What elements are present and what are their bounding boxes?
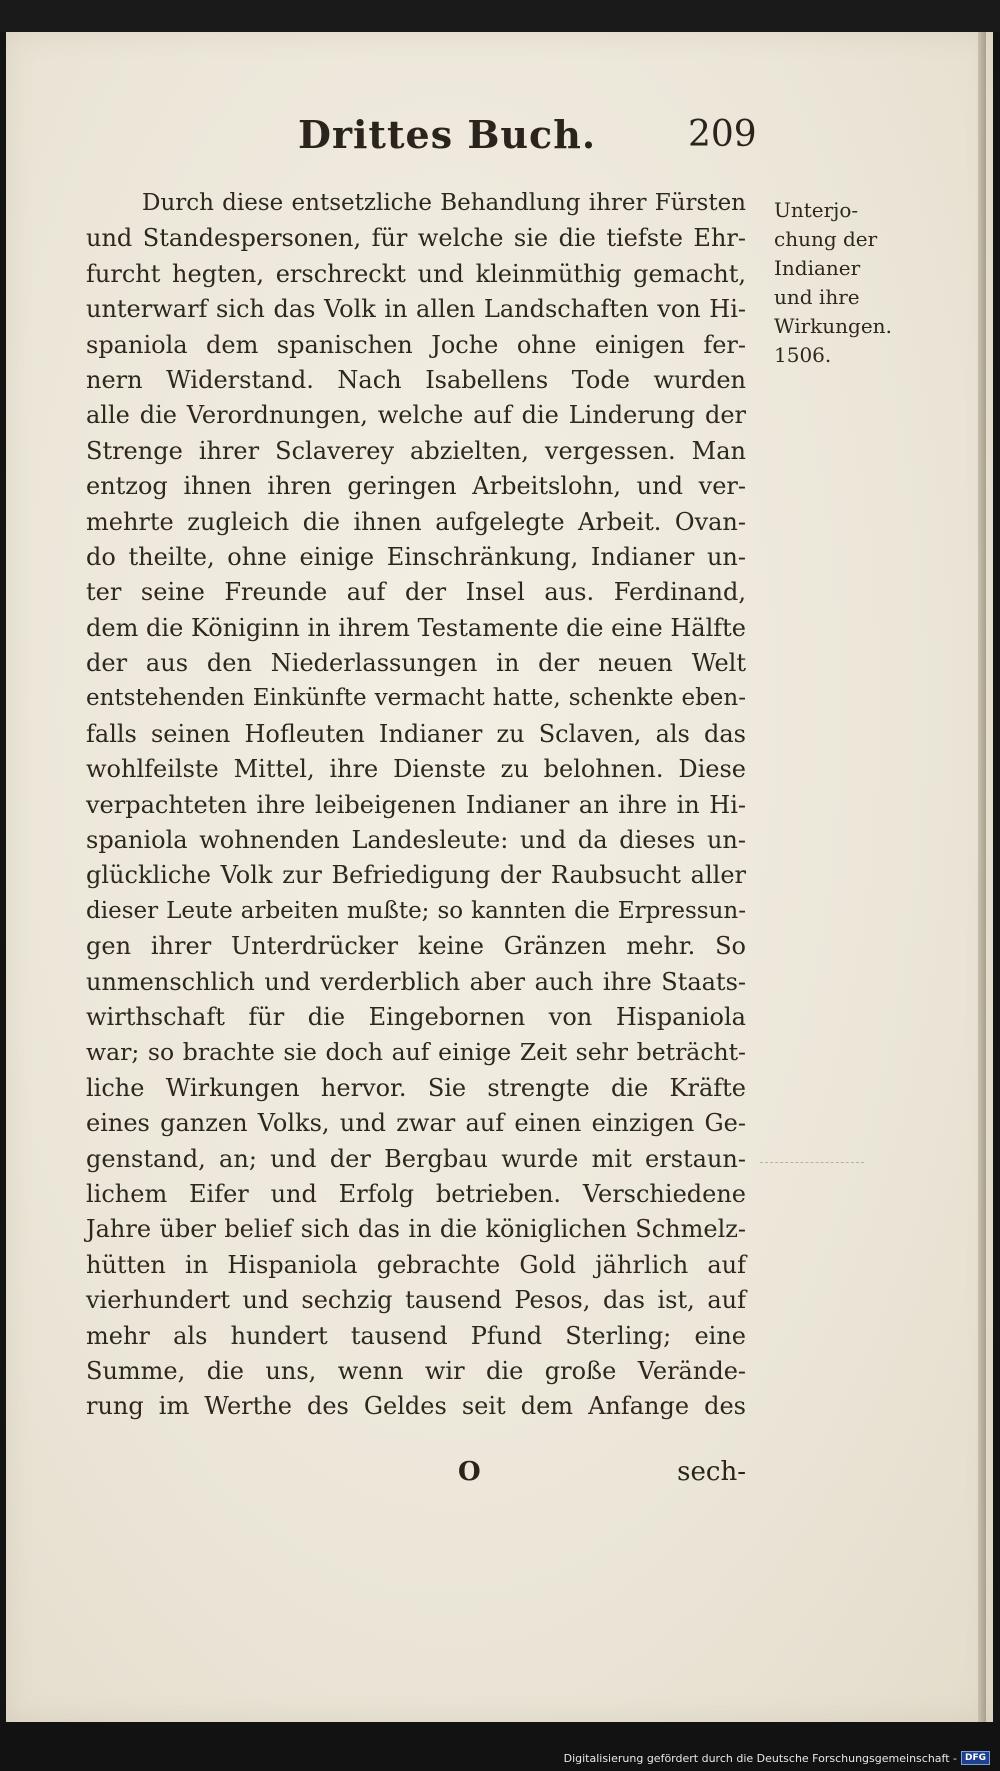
- scan-top-border: [0, 0, 1000, 32]
- text-line: Jahre über belief sich das in die königlichen Schmelz-: [86, 1215, 746, 1244]
- text-line: vierhundert und sechzig tausend Pesos, das ist, auf: [86, 1286, 746, 1315]
- marginal-note: [774, 196, 934, 370]
- catchword: sech-: [677, 1457, 746, 1487]
- marginal-note-line: Indianer: [774, 256, 861, 280]
- text-line: lichem Eifer und Erfolg betrieben. Verschiedene: [86, 1179, 746, 1208]
- text-line: glückliche Volk zur Befriedigung der Raubsucht aller: [86, 861, 746, 890]
- text-line: und Standespersonen, für welche sie die tiefste Ehr-: [86, 224, 746, 253]
- text-line: ter seine Freunde auf der Insel aus. Ferdinand,: [86, 578, 746, 607]
- page-number: 209: [688, 114, 757, 155]
- text-line: eines ganzen Volks, und zwar auf einen einzigen Ge-: [86, 1109, 746, 1138]
- marginal-note-line: chung der: [774, 227, 878, 251]
- text-line: unmenschlich und verderblich aber auch ihre Staats-: [86, 967, 746, 996]
- text-line: nern Widerstand. Nach Isabellens Tode wurden: [86, 365, 746, 394]
- text-line: gen ihrer Unterdrücker keine Gränzen mehr. So: [86, 932, 746, 961]
- text-line: mehrte zugleich die ihnen aufgelegte Arbeit. Ovan-: [86, 507, 746, 536]
- dfg-logo-icon: DFG: [961, 1751, 990, 1765]
- text-line: dieser Leute arbeiten mußte; so kannten die Erpressun-: [86, 897, 746, 924]
- text-line: unterwarf sich das Volk in allen Landschaften von Hi-: [86, 295, 746, 324]
- body-text: [86, 186, 746, 1425]
- credit-text: Digitalisierung gefördert durch die Deutsche Forschungsgemeinschaft -: [563, 1751, 957, 1765]
- text-line: der aus den Niederlassungen in der neuen Welt: [86, 649, 746, 678]
- text-line: dem die Königinn in ihrem Testamente die eine Hälfte: [86, 613, 746, 642]
- margin-pencil-mark: [760, 1162, 864, 1163]
- text-line: alle die Verordnungen, welche auf die Linderung der: [86, 401, 746, 430]
- running-header-title: Drittes Buch.: [298, 112, 597, 157]
- text-line: do theilte, ohne einige Einschränkung, Indianer un-: [86, 542, 746, 571]
- text-line: entstehenden Einkünfte vermacht hatte, schenkte eben-: [86, 685, 746, 712]
- text-line: genstand, an; und der Bergbau wurde mit erstaun-: [86, 1144, 746, 1173]
- text-line: Summe, die uns, wenn wir die große Verände-: [86, 1356, 746, 1385]
- text-line: falls seinen Hofleuten Indianer zu Sclaven, als das: [86, 719, 746, 748]
- text-line: Strenge ihrer Sclaverey abzielten, vergessen. Man: [86, 436, 746, 465]
- marginal-note-line: Wirkungen.: [774, 314, 892, 338]
- text-line: liche Wirkungen hervor. Sie strengte die Kräfte: [86, 1073, 746, 1102]
- text-line: war; so brachte sie doch auf einige Zeit sehr beträcht-: [86, 1038, 746, 1067]
- signature-mark: O: [458, 1457, 481, 1487]
- text-line: spaniola dem spanischen Joche ohne einigen fer-: [86, 330, 746, 359]
- text-line: spaniola wohnenden Landesleute: und da dieses un-: [86, 826, 746, 855]
- text-line: hütten in Hispaniola gebrachte Gold jährlich auf: [86, 1250, 746, 1279]
- text-line: entzog ihnen ihren geringen Arbeitslohn, und ver-: [86, 472, 746, 501]
- page-footer-line: [86, 1457, 746, 1493]
- text-line: Durch diese entsetzliche Behandlung ihrer Fürsten: [142, 190, 746, 216]
- marginal-note-year: 1506.: [774, 343, 832, 367]
- text-line: wohlfeilste Mittel, ihre Dienste zu belohnen. Diese: [86, 755, 746, 784]
- text-line: mehr als hundert tausend Pfund Sterling; eine: [86, 1321, 746, 1350]
- marginal-note-line: Unterjo-: [774, 198, 859, 222]
- page-edge: [978, 32, 986, 1722]
- marginal-note-line: und ihre: [774, 285, 860, 309]
- text-line: furcht hegten, erschreckt und kleinmüthig gemacht,: [86, 259, 746, 288]
- text-line: wirthschaft für die Eingebornen von Hispaniola: [86, 1002, 746, 1031]
- digitization-credit: [564, 1751, 990, 1765]
- text-line: verpachteten ihre leibeigenen Indianer an ihre in Hi-: [86, 790, 746, 819]
- text-line: rung im Werthe des Geldes seit dem Anfange des: [86, 1392, 746, 1421]
